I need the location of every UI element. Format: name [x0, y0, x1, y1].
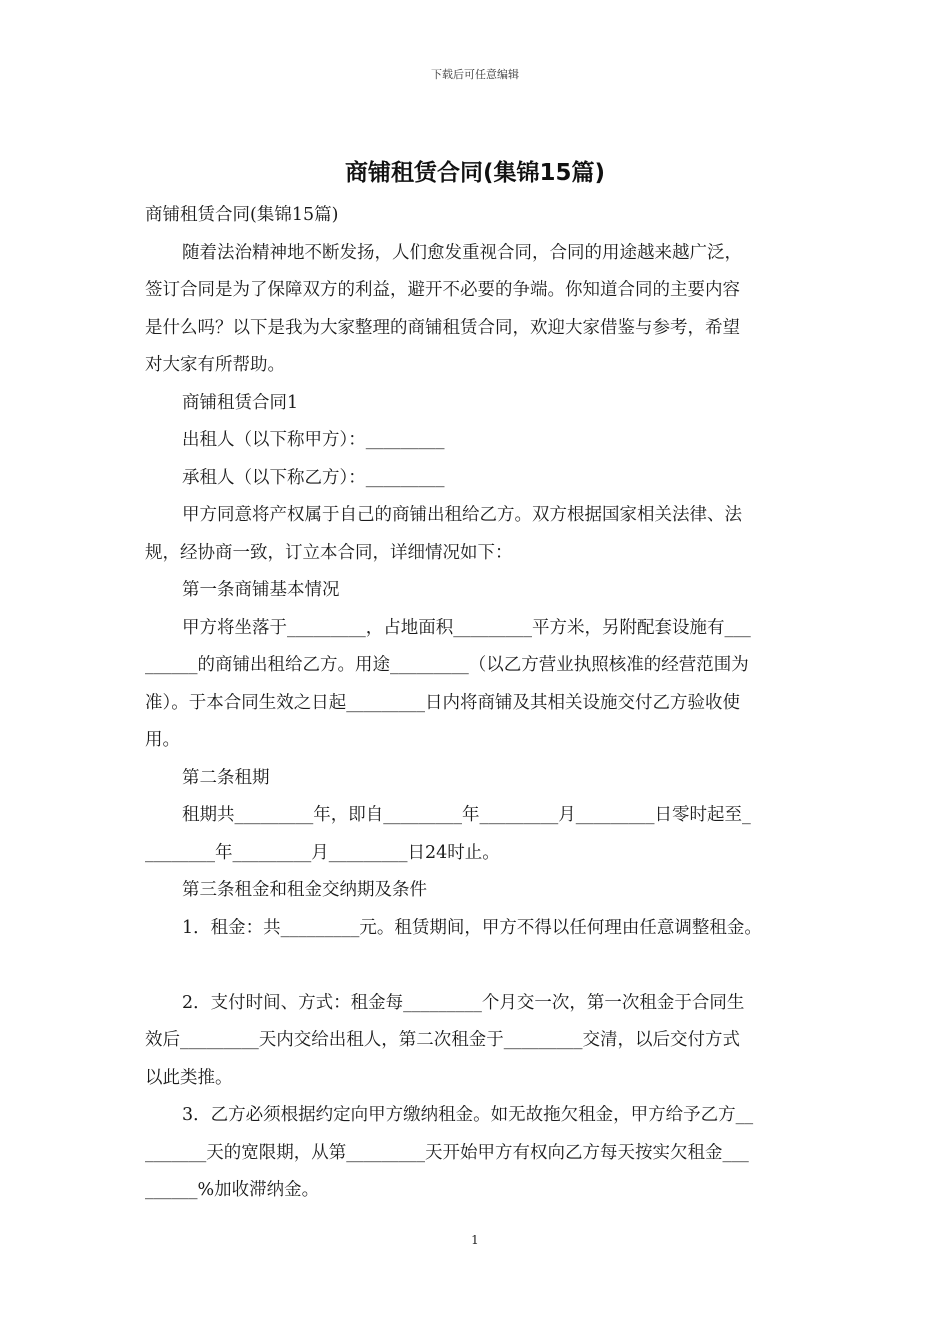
text-line: _______天的宽限期，从第_________天开始甲方有权向乙方每天按实欠租金___: [145, 1142, 749, 1163]
text-line: 签订合同是为了保障双方的利益，避开不必要的争端。你知道合同的主要内容: [145, 280, 740, 300]
text-line: 第三条租金和租金交纳期及条件: [182, 880, 427, 900]
text-line: 是什么吗？以下是我为大家整理的商铺租赁合同，欢迎大家借鉴与参考，希望: [145, 317, 740, 338]
text-line: 第二条租期: [182, 767, 270, 788]
text-line: 2．支付时间、方式：租金每_________个月交一次，第一次租金于合同生: [182, 992, 745, 1013]
text-line: 对大家有所帮助。: [145, 355, 285, 375]
text-line: 规，经协商一致，订立本合同，详细情况如下：: [145, 542, 513, 563]
text-line: 1．租金：共_________元。租赁期间，甲方不得以任何理由任意调整租金。: [182, 917, 762, 938]
text-line: 商铺租赁合同1: [182, 392, 299, 413]
text-line: 承租人（以下称乙方）：_________: [182, 467, 445, 488]
text-line: 用。: [145, 730, 180, 750]
text-line: ______%加收滞纳金。: [145, 1180, 320, 1200]
text-line: 准）。于本合同生效之日起_________日内将商铺及其相关设施交付乙方验收使: [145, 692, 740, 713]
text-line: 甲方将坐落于_________，占地面积_________平方米，另附配套设施有___: [182, 617, 751, 638]
text-line: ________年_________月_________日24时止。: [145, 842, 500, 863]
text-line: 第一条商铺基本情况: [182, 580, 340, 600]
page-number: 1: [471, 1233, 479, 1247]
text-line: 甲方同意将产权属于自己的商铺出租给乙方。双方根据国家相关法律、法: [182, 505, 742, 525]
blank-line: [145, 947, 810, 985]
header-note: 下载后可任意编辑: [431, 68, 519, 81]
text-line: 租期共_________年，即自_________年_________月_________日零时起至_: [182, 805, 751, 825]
paragraph-lines: [145, 235, 810, 1210]
text-line: 出租人（以下称甲方）：_________: [182, 430, 445, 450]
document-body: [145, 197, 810, 1210]
document-subtitle: 商铺租赁合同(集锦15篇): [145, 205, 339, 225]
text-line: 3．乙方必须根据约定向甲方缴纳租金。如无故拖欠租金，甲方给予乙方__: [182, 1105, 754, 1125]
text-line: 随着法治精神地不断发扬，人们愈发重视合同，合同的用途越来越广泛，: [182, 242, 742, 263]
text-line: 效后_________天内交给出租人，第二次租金于_________交清，以后交付方式: [145, 1030, 740, 1050]
text-line: 以此类推。: [145, 1067, 233, 1088]
document-title: 商铺租赁合同(集锦15篇): [344, 160, 606, 186]
text-line: ______的商铺出租给乙方。用途_________（以乙方营业执照核准的经营范围为: [145, 655, 749, 675]
